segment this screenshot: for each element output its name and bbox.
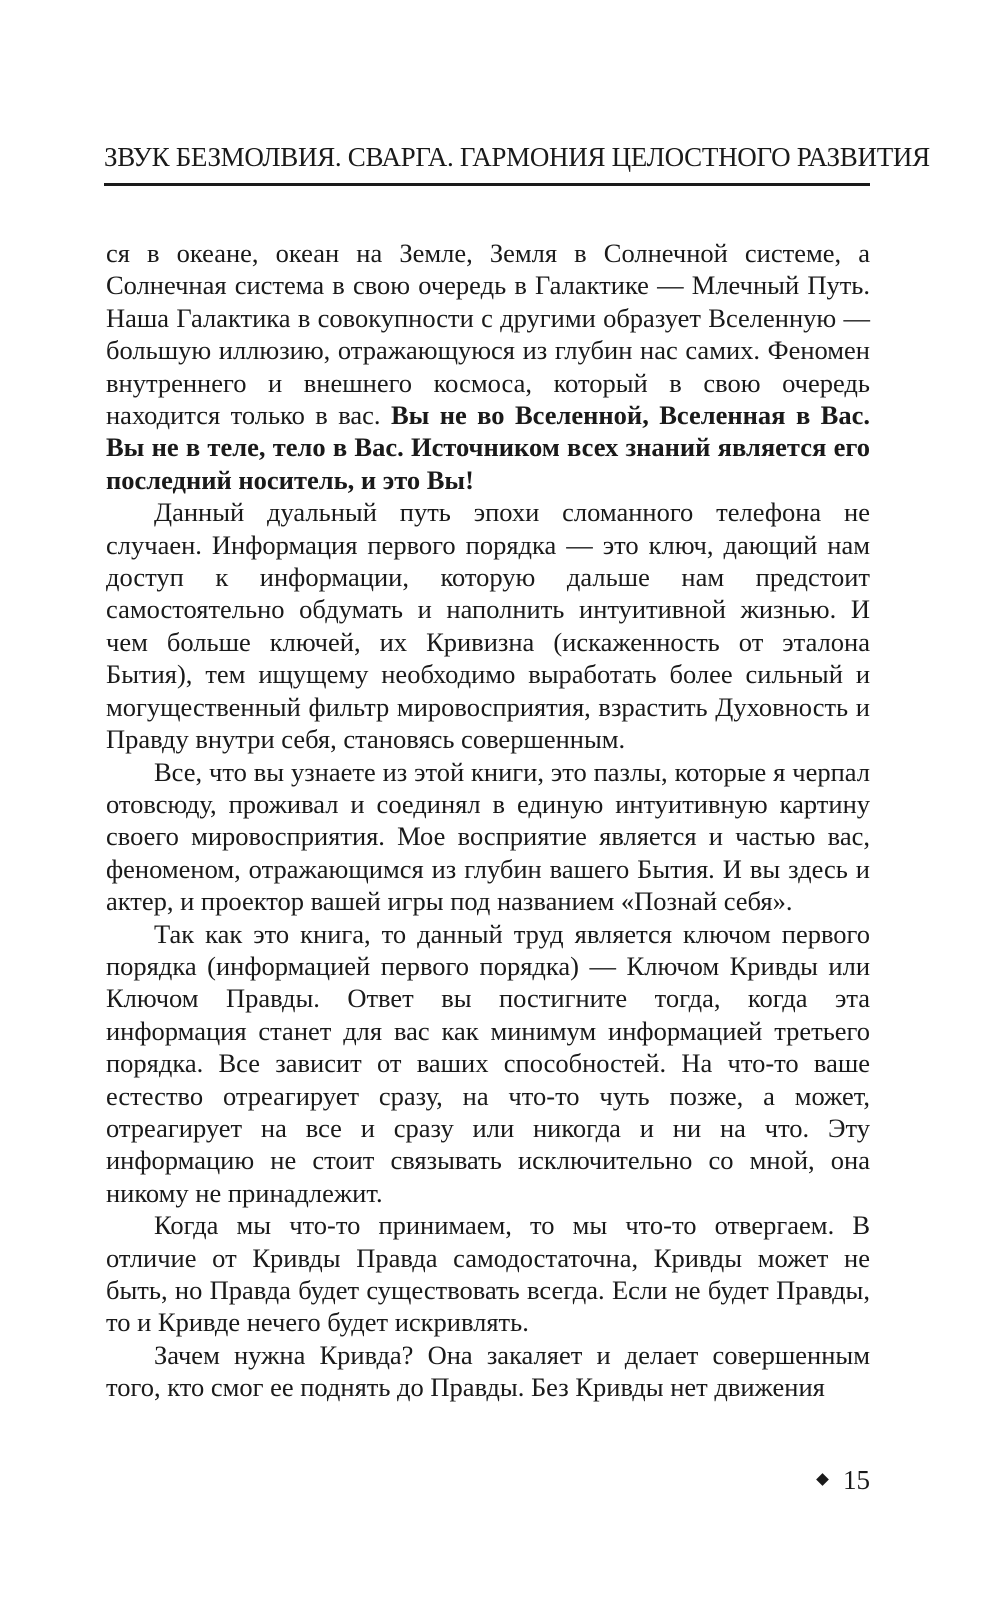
paragraph-3: Все, что вы узнаете из этой книги, это пазлы, которые я черпал отовсюду, проживал и соединял в единую интуитивную картину своего мировосприятия. Мое восприятие является и частью вас, феноменом, отражающимся из глубин вашего Бытия. И вы здесь и актер, и проектор вашей игры под названием «Познай себя». — [106, 756, 870, 917]
paragraph-1 — [106, 237, 870, 496]
page-body — [106, 237, 870, 1404]
folio — [790, 1460, 870, 1500]
paragraph-6: Зачем нужна Кривда? Она закаляет и делает совершенным того, кто смог ее поднять до Правды. Без Кривды нет движения — [106, 1339, 870, 1403]
diamond-icon — [816, 1473, 829, 1486]
paragraph-1-bold-text: Вы не во Вселенной, Вселенная в Вас. Вы не в теле, тело в Вас. Источником всех знаний является его последний носитель, и это Вы! — [106, 400, 870, 495]
paragraph-4: Так как это книга, то данный труд является ключом первого порядка (информацией первого порядка) — Ключом Кривды или Ключом Правды. Ответ вы постигните тогда, когда эта информация станет для вас как минимум информацией третьего порядка. Все зависит от ваших способностей. На что-то ваше естество отреагирует сразу, на что-то чуть позже, а может, отреагирует на все и сразу или никогда и ни на что. Эту информацию не стоит связывать исключительно со мной, она никому не принадлежит. — [106, 918, 870, 1208]
paragraph-2: Данный дуальный путь эпохи сломанного телефона не случаен. Информация первого порядка — это ключ, дающий нам доступ к информации, которую дальше нам предстоит самостоятельно обдумать и наполнить интуитивной жизнью. И чем больше ключей, их Кривизна (искаженность от эталона Бытия), тем ищущему необходимо выработать более сильный и могущественный фильтр мировосприятия, взрастить Духовность и Правду внутри себя, становясь совершенным. — [106, 497, 870, 755]
running-head-title: ЗВУК БЕЗМОЛВИЯ. СВАРГА. ГАРМОНИЯ ЦЕЛОСТНОГО РАЗВИТИЯ — [104, 142, 930, 172]
page-number: 15 — [843, 1465, 870, 1495]
paragraph-1-text: ся в океане, океан на Земле, Земля в Солнечной системе, а Солнечная система в свою очередь в Галактике — Млечный Путь. Наша Галактика в совокупности с другими образует Вселенную — большую иллюзию, отражающуюся из глубин нас самих. Феномен внутреннего и внешнего космоса, который в свою очередь находится только в вас. — [106, 238, 870, 431]
paragraph-5: Когда мы что-то принимаем, то мы что-то отвергаем. В отличие от Кривды Правда самодостаточна, Кривды может не быть, но Правда будет существовать всегда. Если не будет Правды, то и Кривде нечего будет искривлять. — [106, 1210, 870, 1338]
header-rule — [104, 183, 870, 186]
